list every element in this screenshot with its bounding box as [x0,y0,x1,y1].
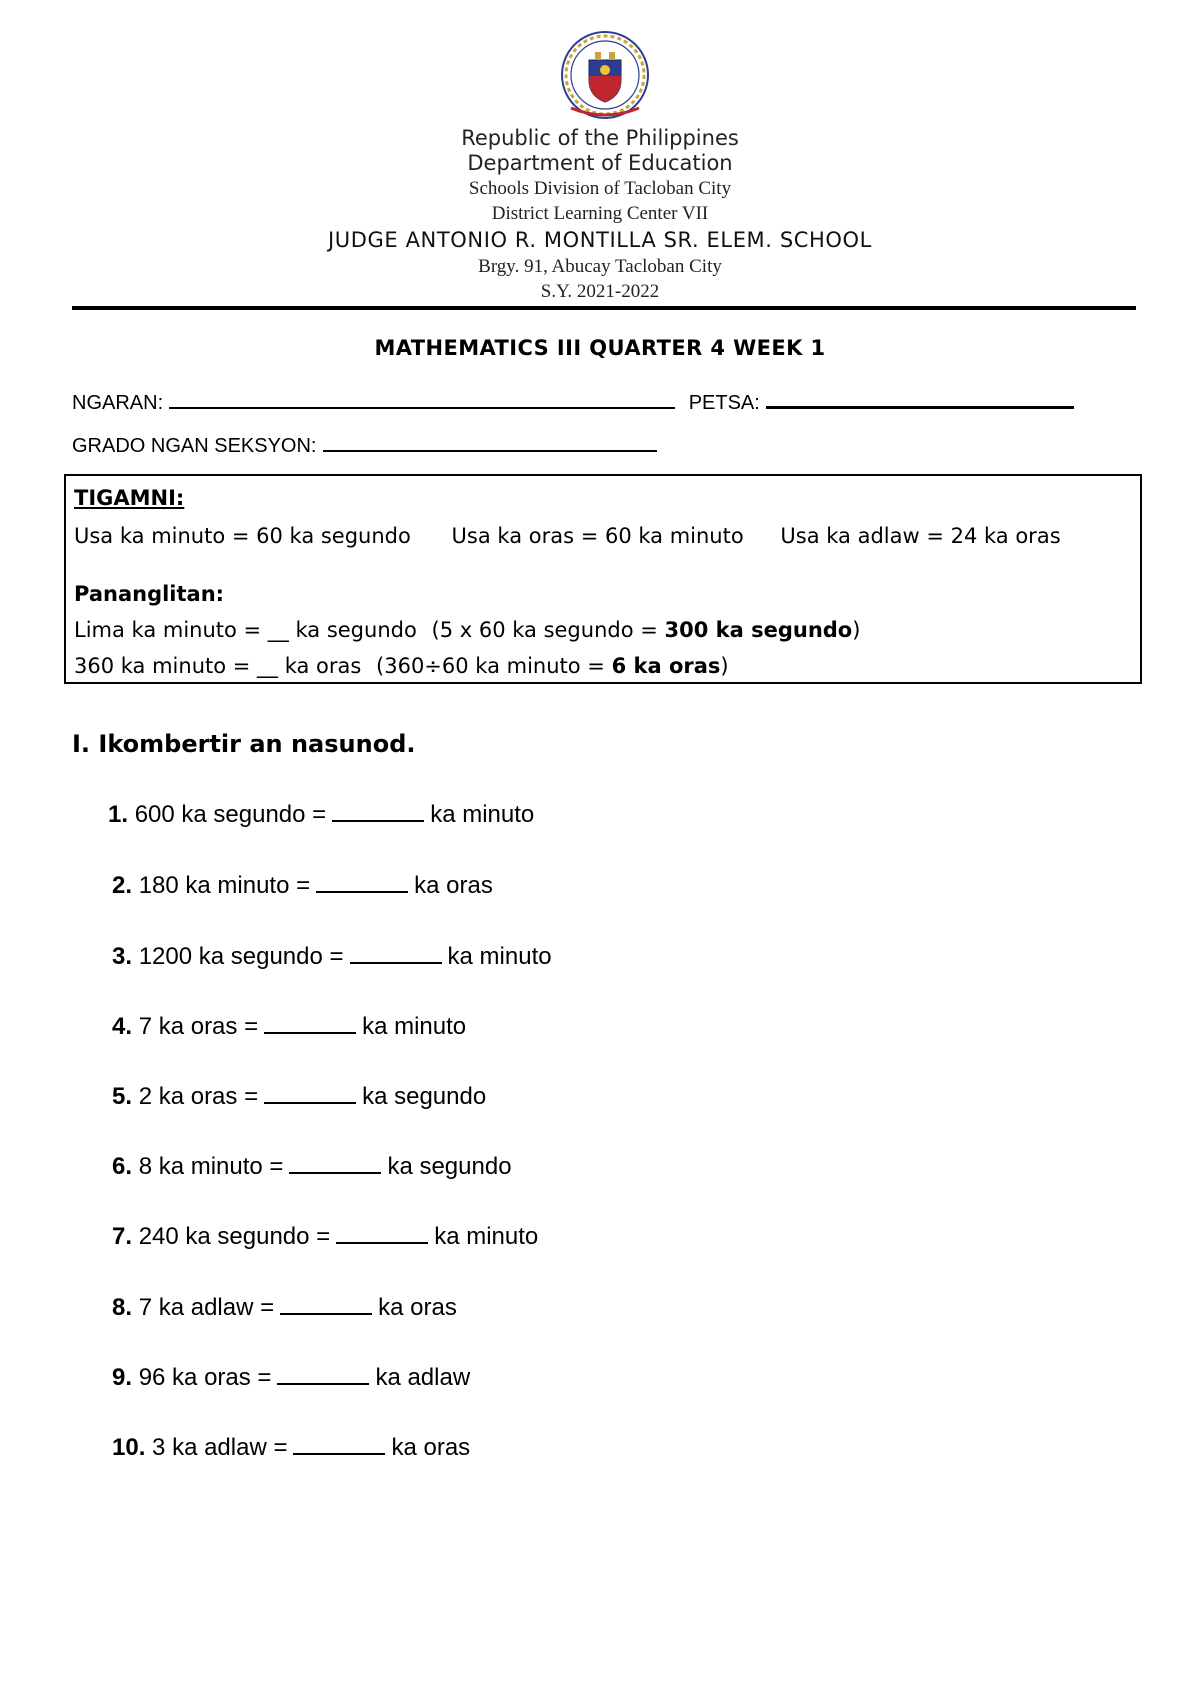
example-1-question: Lima ka minuto = __ ka segundo [74,618,417,642]
item-prompt: 7 ka adlaw = [138,1294,275,1321]
name-date-row [72,388,1074,415]
instruction-heading: TIGAMNI: [74,486,185,510]
header-divider [72,306,1136,310]
item-unit: ka adlaw [375,1364,471,1391]
item-unit: ka segundo [362,1083,487,1110]
item-prompt: 240 ka segundo = [138,1223,331,1250]
item-number: 5. [112,1083,133,1110]
relation-minute: Usa ka minuto = 60 ka segundo [74,524,411,548]
example-2-work: (360÷60 ka minuto = [376,654,612,678]
exercise-item [112,1363,470,1392]
item-number: 1. [108,801,129,828]
answer-blank[interactable] [277,1363,369,1385]
item-unit: ka oras [414,872,493,899]
item-number: 3. [112,943,133,970]
conversion-relations [74,524,1061,548]
example-heading: Pananglitan: [74,582,225,606]
item-prompt: 7 ka oras = [138,1013,259,1040]
grade-section-label: GRADO NGAN SEKSYON: [72,435,317,457]
name-field[interactable] [169,389,675,409]
header-school-year: S.Y. 2021-2022 [540,281,660,302]
item-number: 9. [112,1364,133,1391]
item-number: 6. [112,1153,133,1180]
exercise-item [108,800,534,829]
exercise-heading: I. Ikombertir an nasunod. [72,730,416,758]
example-1-close: ) [852,618,861,642]
exercise-item [112,871,493,900]
item-number: 7. [112,1223,133,1250]
item-prompt: 1200 ka segundo = [138,943,344,970]
header-republic: Republic of the Philippines [461,126,739,150]
exercise-item [112,942,552,971]
relation-day: Usa ka adlaw = 24 ka oras [780,524,1061,548]
relation-hour: Usa ka oras = 60 ka minuto [451,524,744,548]
item-prompt: 180 ka minuto = [138,872,311,899]
example-1-work: (5 x 60 ka segundo = [431,618,665,642]
answer-blank[interactable] [280,1293,372,1315]
exercise-item [112,1152,512,1181]
page-title: MATHEMATICS III QUARTER 4 WEEK 1 [374,336,826,360]
item-number: 8. [112,1294,133,1321]
answer-blank[interactable] [350,942,442,964]
exercise-item [112,1433,470,1462]
instruction-box [64,474,1142,684]
exercise-item [112,1222,538,1251]
item-number: 2. [112,872,133,899]
date-field[interactable] [766,388,1074,409]
example-2-question: 360 ka minuto = __ ka oras [74,654,362,678]
header-school-name: JUDGE ANTONIO R. MONTILLA SR. ELEM. SCHOOL [328,228,872,252]
example-1 [74,618,860,642]
item-unit: ka oras [378,1294,457,1321]
item-prompt: 8 ka minuto = [138,1153,284,1180]
header-division: Schools Division of Tacloban City [468,178,732,199]
header-address: Brgy. 91, Abucay Tacloban City [478,256,722,277]
answer-blank[interactable] [332,800,424,822]
answer-blank[interactable] [264,1012,356,1034]
name-label: NGARAN: [72,392,164,414]
answer-blank[interactable] [264,1082,356,1104]
item-unit: ka minuto [447,943,552,970]
answer-blank[interactable] [293,1433,385,1455]
item-prompt: 600 ka segundo = [134,801,327,828]
exercise-item [112,1293,457,1322]
deped-seal-icon [557,30,653,120]
item-unit: ka segundo [387,1153,512,1180]
answer-blank[interactable] [336,1222,428,1244]
grade-section-row [72,432,657,458]
item-unit: ka oras [391,1434,471,1461]
answer-blank[interactable] [316,871,408,893]
exercise-item [112,1012,466,1041]
example-2-answer: 6 ka oras [611,654,721,678]
date-label: PETSA: [688,392,760,414]
grade-section-field[interactable] [323,432,657,452]
header-district: District Learning Center VII [491,203,709,224]
item-unit: ka minuto [430,801,535,828]
item-number: 10. [112,1434,146,1461]
item-prompt: 3 ka adlaw = [152,1434,288,1461]
header-department: Department of Education [467,151,733,175]
exercise-item [112,1082,486,1111]
item-unit: ka minuto [362,1013,467,1040]
answer-blank[interactable] [289,1152,381,1174]
item-prompt: 2 ka oras = [138,1083,259,1110]
item-unit: ka minuto [434,1223,539,1250]
item-number: 4. [112,1013,133,1040]
example-2 [74,654,729,678]
example-1-answer: 300 ka segundo [664,618,853,642]
item-prompt: 96 ka oras = [138,1364,272,1391]
example-2-close: ) [720,654,729,678]
